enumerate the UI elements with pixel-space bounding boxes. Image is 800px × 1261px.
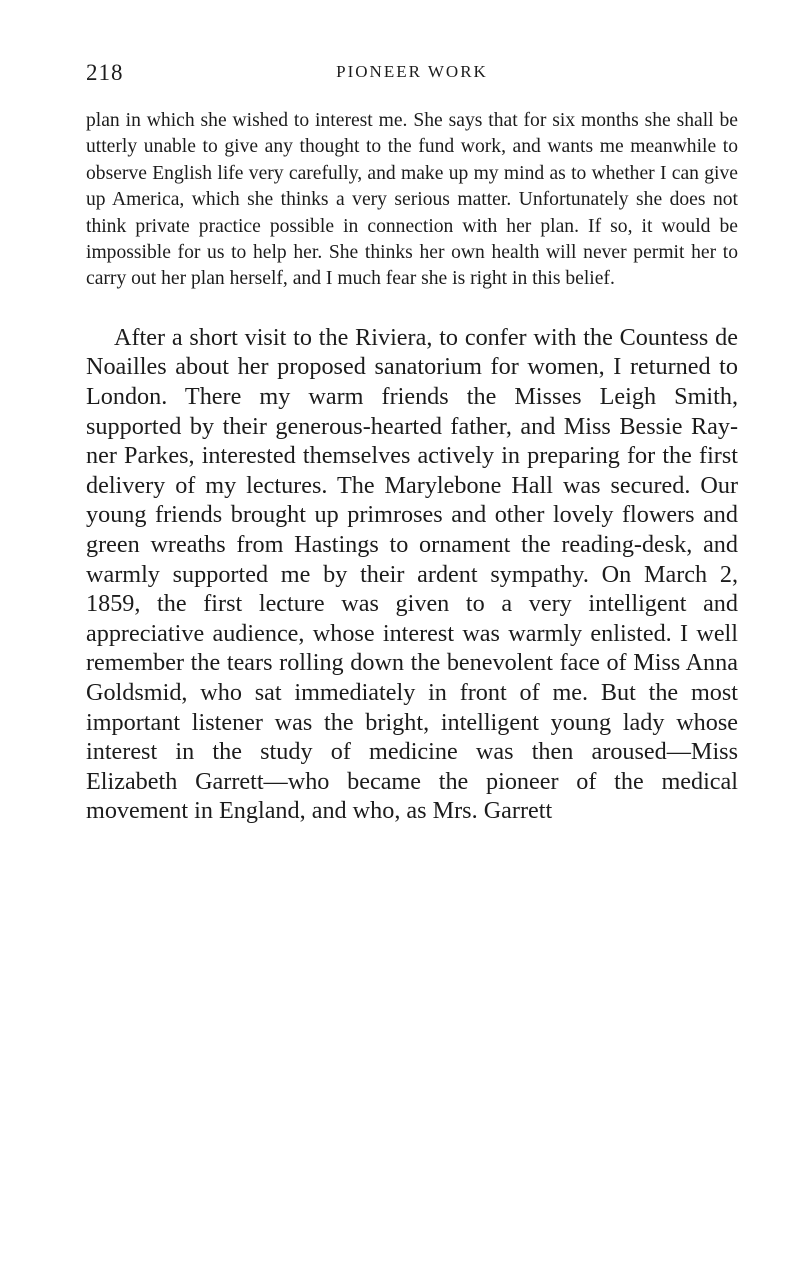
- page-number: 218: [86, 60, 124, 85]
- book-page: [86, 60, 738, 826]
- running-head: [86, 60, 738, 94]
- body-paragraph-1: plan in which she wished to interest me. She says that for six months she shall be utterly unable to give any thought to the fund work, and wants me meanwhile to observe English life very carefully, and make up my mind as to whether I can give up America, which she thinks a very serious matter. Unfortunately she does not think private practice possible in connection with her plan. If so, it would be impossible for us to help her. She thinks her own health will never permit her to carry out her plan herself, and I much fear she is right in this belief.: [86, 110, 738, 290]
- running-title: PIONEER WORK: [336, 62, 488, 81]
- body-paragraph-2: After a short visit to the Riviera, to confer with the Countess de Noailles about her proposed sanatorium for women, I returned to London. There my warm friends the Misses Leigh Smith, supported by their generous-hearted father, and Miss Bessie Rayner Parkes, interested themselves actively in preparing for the first delivery of my lectures. The Marylebone Hall was secured. Our young friends brought up primroses and other lovely flowers and green wreaths from Hastings to ornament the reading-desk, and warmly supported me by their ardent sympathy. On March 2, 1859, the first lecture was given to a very intelligent and appreciative audience, whose interest was warmly enlisted. I well remember the tears rolling down the benevolent face of Miss Anna Goldsmid, who sat immediately in front of me. But the most important listener was the bright, intelligent young lady whose interest in the study of medicine was then aroused—Miss Elizabeth Garrett—who became the pioneer of the medical movement in England, and who, as Mrs. Garrett: [86, 323, 738, 825]
